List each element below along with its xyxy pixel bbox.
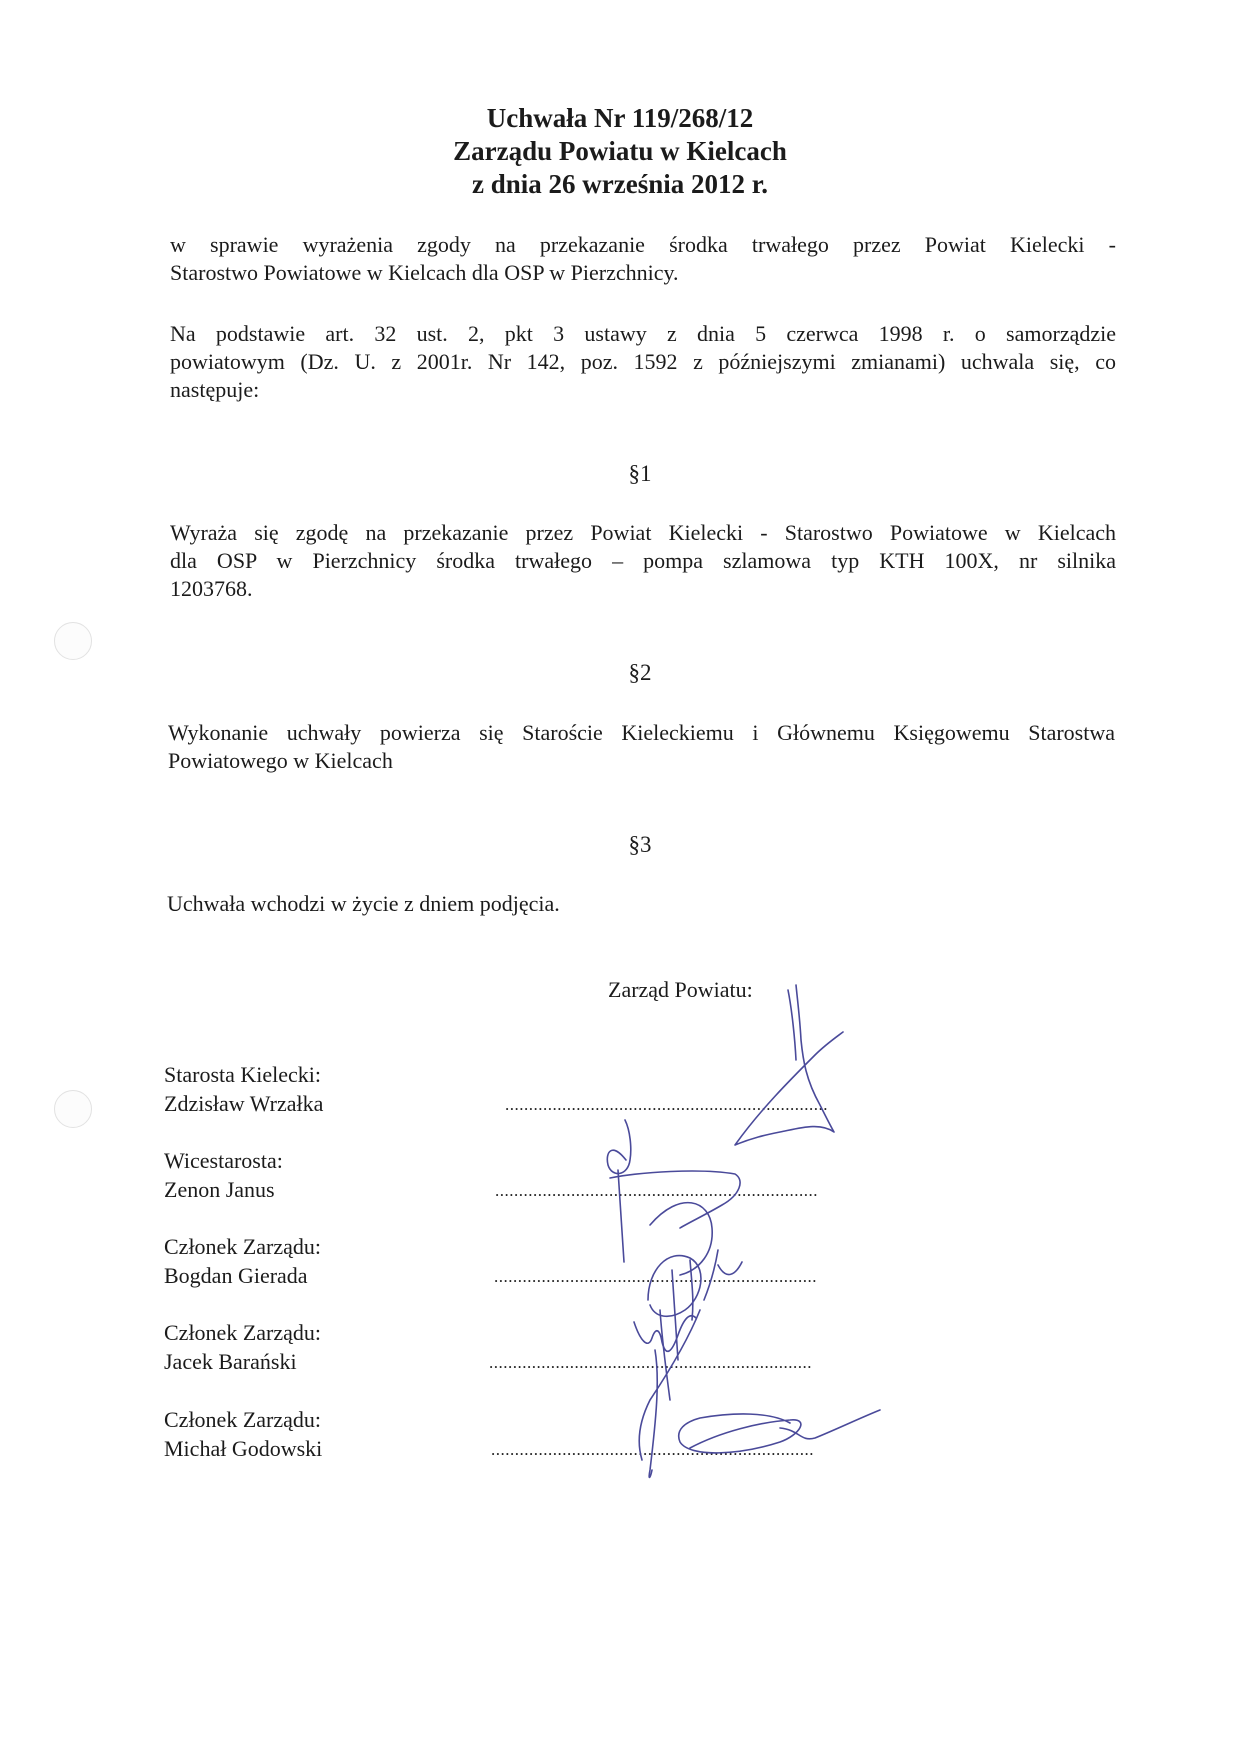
subject-line: Starostwo Powiatowe w Kielcach dla OSP w Pierzchnicy. (170, 260, 679, 285)
subject-paragraph (170, 231, 1116, 287)
punch-hole-lower (54, 1090, 92, 1128)
signatory-name: Zenon Janus (164, 1177, 275, 1202)
board-label: Zarząd Powiatu: (608, 977, 753, 1002)
section-1-paragraph (170, 519, 1116, 603)
signatory-wicestarosta (164, 1146, 283, 1204)
signature-line: .................................................................... (505, 1095, 828, 1114)
section-3-line: Uchwała wchodzi w życie z dniem podjęcia. (167, 891, 560, 916)
signature-line: .................................................................... (495, 1181, 818, 1200)
title-line-number: Uchwała Nr 119/268/12 (486, 103, 754, 133)
section-1-line: dla OSP w Pierzchnicy środka trwałego – pompa szlamowa typ KTH 100X, nr silnika (170, 548, 1116, 573)
signature-baranski (634, 1316, 696, 1352)
signatory-role: Członek Zarządu: (164, 1320, 321, 1345)
signatory-name: Zdzisław Wrzałka (164, 1091, 324, 1116)
signatory-role: Członek Zarządu: (164, 1234, 321, 1259)
section-mark-3: §3 (628, 832, 652, 857)
signature-starosta (735, 985, 843, 1145)
signatory-name: Bogdan Gierada (164, 1263, 308, 1288)
legal-basis-line: Na podstawie art. 32 ust. 2, pkt 3 ustawy z dnia 5 czerwca 1998 r. o samorządzie (170, 321, 1116, 346)
section-1-line: Wyraża się zgodę na przekazanie przez Powiat Kielecki - Starostwo Powiatowe w Kielcach (170, 520, 1116, 545)
signatory-role: Starosta Kielecki: (164, 1062, 322, 1087)
section-2-line: Powiatowego w Kielcach (168, 748, 393, 773)
signatory-member-godowski (164, 1405, 322, 1463)
legal-basis-paragraph (170, 320, 1116, 404)
signature-line: .................................................................... (489, 1353, 812, 1372)
signatory-starosta (164, 1060, 323, 1118)
legal-basis-line: powiatowym (Dz. U. z 2001r. Nr 142, poz. 1592 z późniejszymi zmianami) uchwala się, co (170, 349, 1116, 374)
title-line-authority: Zarządu Powiatu w Kielcach (453, 136, 787, 166)
section-1-line: 1203768. (170, 576, 253, 601)
title-line-date: z dnia 26 września 2012 r. (472, 169, 768, 199)
legal-basis-line: następuje: (170, 377, 260, 402)
section-2-paragraph (168, 719, 1115, 775)
section-2-line: Wykonanie uchwały powierza się Staroście Kieleckiemu i Głównemu Księgowemu Starostwa (168, 720, 1115, 745)
punch-hole-upper (54, 622, 92, 660)
subject-line: w sprawie wyrażenia zgody na przekazanie środka trwałego przez Powiat Kielecki - (170, 232, 1116, 257)
signatory-role: Wicestarosta: (164, 1148, 283, 1173)
signatory-member-baranski (164, 1318, 321, 1376)
section-mark-1: §1 (628, 461, 652, 486)
resolution-title (0, 102, 1240, 201)
signatory-name: Jacek Barański (164, 1349, 297, 1374)
signature-line: .................................................................... (494, 1267, 817, 1286)
signature-line: .................................................................... (491, 1440, 814, 1459)
section-3-paragraph (167, 890, 1113, 918)
signatory-role: Członek Zarządu: (164, 1407, 321, 1432)
signatory-name: Michał Godowski (164, 1436, 323, 1461)
section-mark-2: §2 (628, 660, 652, 685)
signature-wicestarosta (607, 1120, 630, 1174)
signatory-member-gierada (164, 1232, 321, 1290)
